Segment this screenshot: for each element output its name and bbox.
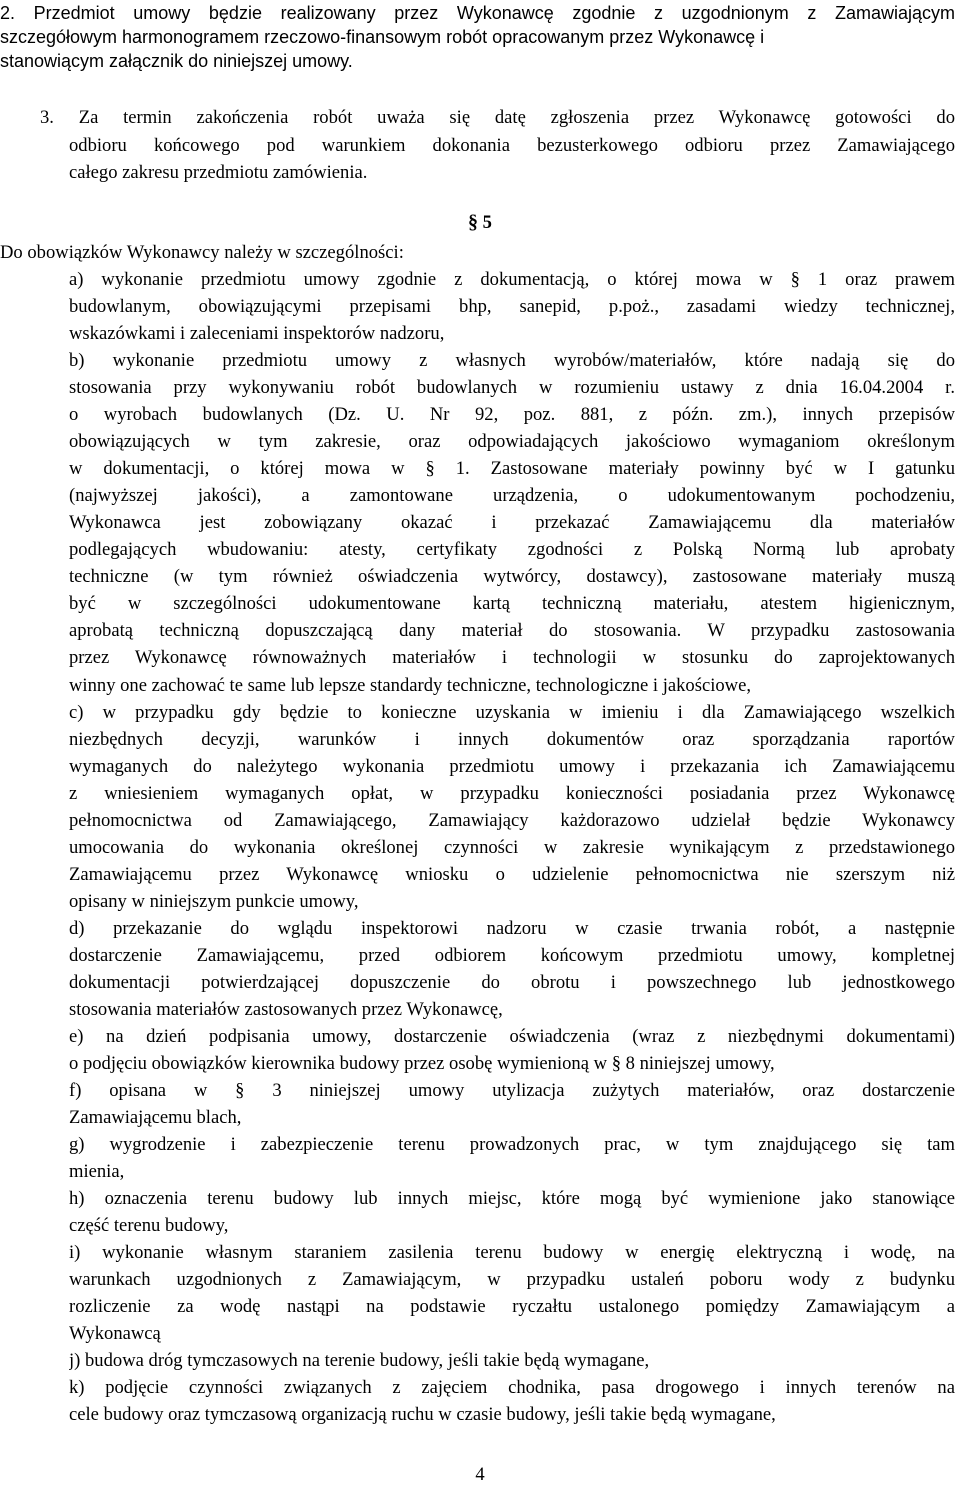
body-line: k) podjęcie czynności związanych z zajęciem chodnika, pasa drogowego i innych terenów na <box>69 1377 955 1399</box>
body-line: g) wygrodzenie i zabezpieczenie terenu prowadzonych prac, w tym znajdującego się tam <box>69 1134 955 1155</box>
body-line: e) na dzień podpisania umowy, dostarczenie oświadczenia (wraz z niezbędnymi dokumentami) <box>69 1025 955 1047</box>
body-line: i) wykonanie własnym staraniem zasilenia terenu budowy w energię elektryczną i wodę, na <box>69 1242 955 1264</box>
body-line: cele budowy oraz tymczasową organizacją ruchu w czasie budowy, jeśli takie będą wymagane, <box>69 1404 776 1426</box>
body-line: Zamawiającemu blach, <box>69 1106 242 1128</box>
body-line: dokumentacji potwierdzającej dopuszczenie do obrotu i powszechnego lub jednostkowego <box>69 971 955 993</box>
body-line: techniczne (w tym również oświadczenia wytwórcy, dostawcy), zastosowane materiały muszą <box>69 566 955 588</box>
body-line: dostarczenie Zamawiającemu, przed odbiorem końcowym przedmiotu umowy, kompletnej <box>69 944 955 966</box>
section-number: 5 <box>482 212 492 233</box>
body-line: z wniesieniem wymaganych opłat, w przypadku konieczności posiadania przez Wykonawcę <box>69 782 955 804</box>
paragraph-2-line: stanowiącym załącznik do niniejszej umowy. <box>0 51 353 71</box>
body-line: mienia, <box>69 1161 125 1182</box>
body-line: budowlanym, obowiązującymi przepisami bhp, sanepid, p.poż., zasadami wiedzy technicznej, <box>69 296 955 317</box>
body-line: w dokumentacji, o której mowa w § 1. Zastosowane materiały powinny być w I gatunku <box>69 458 955 480</box>
body-line: być w szczególności udokumentowane kartą techniczną materiału, atestem higienicznym, <box>69 593 955 615</box>
body-line: umocowania do wykonania określonej czynności w zakresie wynikającym z przedstawionego <box>69 836 955 858</box>
body-line: h) oznaczenia terenu budowy lub innych miejsc, które mogą być wymienione jako stanowiące <box>69 1188 955 1209</box>
body-line: b) wykonanie przedmiotu umowy z własnych wyrobów/materiałów, które nadają się do <box>69 350 955 372</box>
body-line: wskazówkami i zaleceniami inspektorów nadzoru, <box>69 323 445 345</box>
body-line: opisany w niniejszym punkcie umowy, <box>69 890 359 912</box>
body-line: Zamawiającemu przez Wykonawcę wniosku o udzielenie pełnomocnictwa nie szerszym niż <box>69 863 955 885</box>
body-line: stosowania materiałów zastosowanych przez Wykonawcę, <box>69 998 503 1020</box>
body-line: d) przekazanie do wglądu inspektorowi nadzoru w czasie trwania robót, a następnie <box>69 917 955 939</box>
body-line: pełnomocnictwa od Zamawiającego, Zamawiający każdorazowo udzielał będzie Wykonawcy <box>69 809 955 831</box>
paragraph-3-line: 3. Za termin zakończenia robót uważa się datę zgłoszenia przez Wykonawcę gotowości do <box>40 107 955 128</box>
body-line: o podjęciu obowiązków kierownika budowy przez osobę wymienioną w § 8 niniejszej umowy, <box>69 1052 775 1074</box>
paragraph-3-line: odbioru końcowego pod warunkiem dokonania bezusterkowego odbioru przez Zamawiającego <box>69 135 955 156</box>
body-line: obowiązujących w tym zakresie, oraz odpowiadających jakościowo wymaganiom określonym <box>69 431 955 453</box>
body-line: f) opisana w § 3 niniejszej umowy utylizacja zużytych materiałów, oraz dostarczenie <box>69 1079 955 1101</box>
body-line: c) w przypadku gdy będzie to konieczne uzyskania w imieniu i dla Zamawiającego wszelkich <box>69 701 955 723</box>
body-line: warunkach uzgodnionych z Zamawiającym, w przypadku ustaleń poboru wody z budynku <box>69 1269 955 1291</box>
body-line: przez Wykonawcę równoważnych materiałów i technologii w stosunku do zaprojektowanych <box>69 647 955 669</box>
paragraph-2-line: szczegółowym harmonogramem rzeczowo-finansowym robót opracowanym przez Wykonawcę i <box>0 27 765 47</box>
body-line: a) wykonanie przedmiotu umowy zgodnie z dokumentacją, o której mowa w § 1 oraz prawem <box>69 269 955 290</box>
body-line: winny one zachować te same lub lepsze standardy techniczne, technologiczne i jakościowe, <box>69 674 752 696</box>
body-line: stosowania przy wykonywaniu robót budowlanych w rozumieniu ustawy z dnia 16.04.2004 r. <box>69 377 955 399</box>
body-line: część terenu budowy, <box>69 1215 229 1237</box>
body-line: o wyrobach budowlanych (Dz. U. Nr 92, poz. 881, z późn. zm.), innych przepisów <box>69 404 955 426</box>
body-line: wymaganych do należytego wykonania przedmiotu umowy i przekazania ich Zamawiającemu <box>69 755 955 777</box>
body-line: podlegających wbudowaniu: atesty, certyfikaty zgodności z Polską Normą lub aprobaty <box>69 539 955 561</box>
body-line: niezbędnych decyzji, warunków i innych dokumentów oraz sporządzania raportów <box>69 728 955 750</box>
paragraph-3-line: całego zakresu przedmiotu zamówienia. <box>69 162 368 183</box>
body-line: Wykonawcą <box>69 1323 161 1345</box>
page-number: 4 <box>475 1464 485 1485</box>
body-line: rozliczenie za wodę nastąpi na podstawie ryczałtu ustalonego pomiędzy Zamawiającym a <box>69 1296 955 1318</box>
section-symbol: § <box>468 211 479 233</box>
body-line: Wykonawca jest zobowiązany okazać i przekazać Zamawiającemu dla materiałów <box>69 512 955 534</box>
paragraph-2-line: 2. Przedmiot umowy będzie realizowany przez Wykonawcę zgodnie z uzgodnionym z Zamawiającym <box>0 3 955 23</box>
body-line: (najwyższej jakości), a zamontowane urządzenia, o udokumentowanym pochodzeniu, <box>69 485 955 507</box>
body-line: j) budowa dróg tymczasowych na terenie budowy, jeśli takie będą wymagane, <box>69 1350 650 1372</box>
body-line: aprobatą techniczną dopuszczającą dany materiał do stosowania. W przypadku zastosowania <box>69 620 955 642</box>
section-intro: Do obowiązków Wykonawcy należy w szczególności: <box>0 242 404 263</box>
section-heading <box>0 209 960 236</box>
